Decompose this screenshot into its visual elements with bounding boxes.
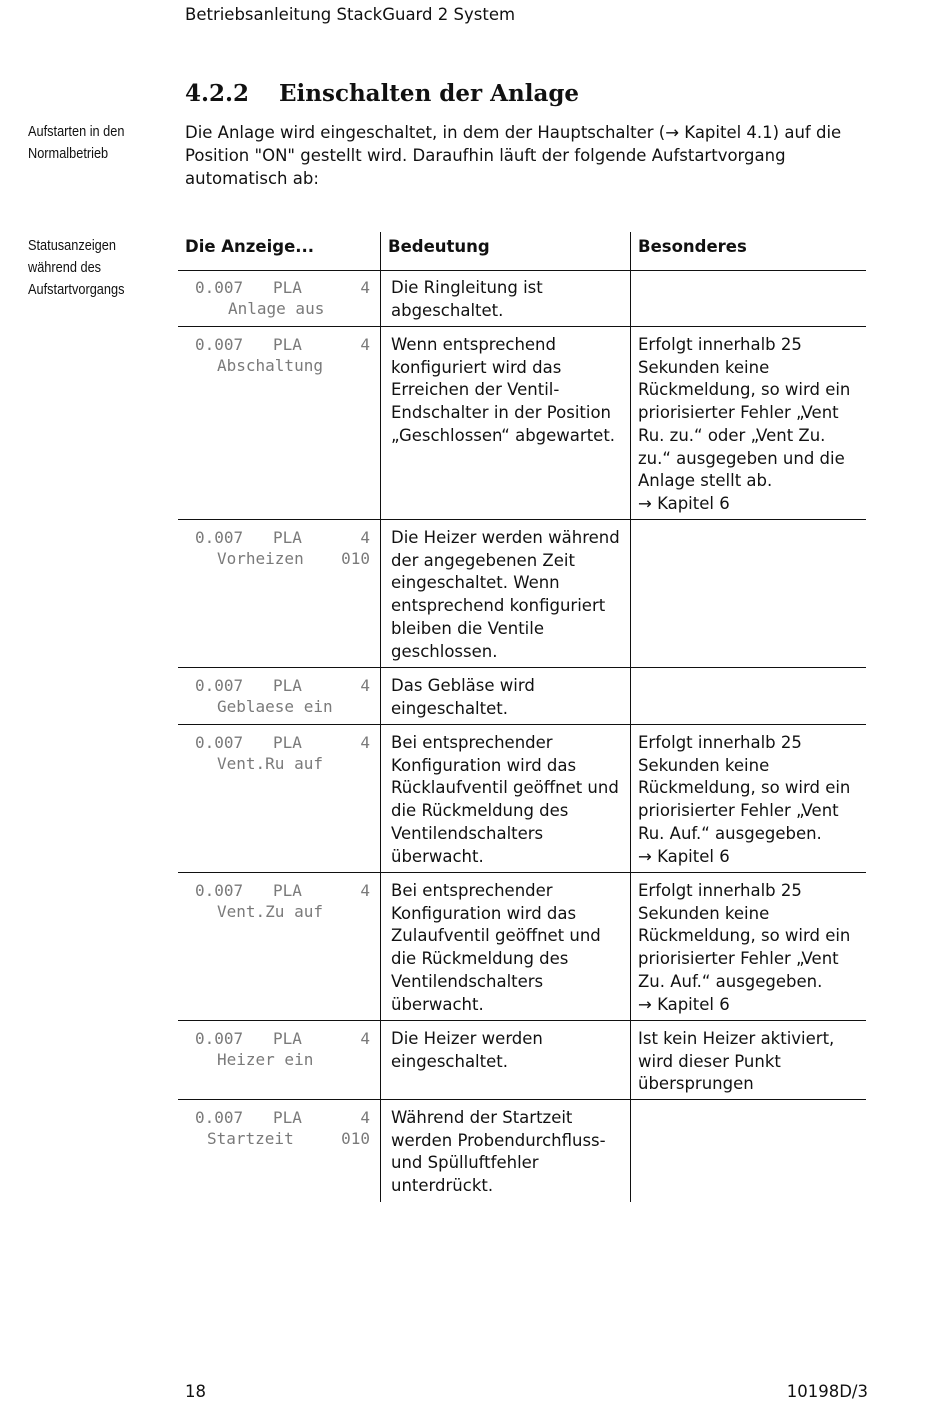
chapter-reference: → Kapitel 6 bbox=[638, 994, 730, 1014]
column-header-notes: Besonderes bbox=[638, 237, 747, 256]
lcd-value: 010 bbox=[341, 1129, 370, 1148]
document-header: Betriebsanleitung StackGuard 2 System bbox=[185, 5, 516, 24]
lcd-mode: PLA bbox=[273, 1108, 302, 1127]
meaning-cell: Wenn entsprechend konfiguriert wird das Erreichen der Ventil-Endschalter in der Position „Geschlossen“ abgewartet. bbox=[381, 327, 631, 519]
status-table bbox=[178, 270, 866, 1202]
lcd-code: 0.007 bbox=[195, 881, 244, 900]
lcd-display bbox=[178, 732, 380, 776]
chapter-reference: → Kapitel 6 bbox=[638, 493, 730, 513]
lcd-code: 0.007 bbox=[195, 733, 244, 752]
lcd-value: 010 bbox=[341, 549, 370, 568]
lcd-mode: PLA bbox=[273, 278, 302, 297]
lcd-display bbox=[178, 1107, 380, 1151]
table-header bbox=[178, 232, 866, 271]
lcd-status-text: Geblaese ein bbox=[217, 697, 333, 716]
display-cell bbox=[178, 668, 381, 724]
display-cell bbox=[178, 1100, 381, 1202]
margin-note-startup: Aufstarten in den Normalbetrieb bbox=[28, 124, 125, 162]
display-cell bbox=[178, 520, 381, 667]
lcd-mode: PLA bbox=[273, 1029, 302, 1048]
notes-cell bbox=[631, 873, 866, 1020]
document-id: 10198D/3 bbox=[786, 1382, 868, 1401]
column-header-meaning: Bedeutung bbox=[381, 232, 631, 270]
meaning-cell: Bei entsprechender Konfiguration wird das Zulaufventil geöffnet und die Rückmeldung des Ventilendschalters überwacht. bbox=[381, 873, 631, 1020]
section-heading bbox=[185, 80, 579, 107]
lcd-number: 4 bbox=[360, 733, 370, 752]
display-cell bbox=[178, 270, 381, 326]
lcd-status-text: Vorheizen bbox=[217, 549, 304, 568]
lcd-status-text: Vent.Zu auf bbox=[217, 902, 323, 921]
lcd-status-text: Startzeit bbox=[207, 1129, 294, 1148]
table-row bbox=[178, 270, 866, 327]
notes-cell bbox=[631, 327, 866, 519]
lcd-mode: PLA bbox=[273, 528, 302, 547]
lcd-status-text: Heizer ein bbox=[217, 1050, 314, 1069]
lcd-code: 0.007 bbox=[195, 528, 244, 547]
column-header-display: Die Anzeige... bbox=[178, 232, 381, 270]
table-row bbox=[178, 327, 866, 520]
lcd-number: 4 bbox=[360, 676, 370, 695]
meaning-cell: Bei entsprechender Konfiguration wird das Rücklaufventil geöffnet und die Rückmeldung des Ventilendschalters überwacht. bbox=[381, 725, 631, 872]
table-row bbox=[178, 520, 866, 668]
intro-paragraph: Die Anlage wird eingeschaltet, in dem der Hauptschalter (→ Kapitel 4.1) auf die Position "ON" gestellt wird. Daraufhin läuft der folgende Aufstartvorgang automatisch ab: bbox=[185, 123, 842, 188]
lcd-mode: PLA bbox=[273, 335, 302, 354]
lcd-code: 0.007 bbox=[195, 676, 244, 695]
lcd-number: 4 bbox=[360, 278, 370, 297]
lcd-status-text: Vent.Ru auf bbox=[217, 754, 323, 773]
lcd-display bbox=[178, 1028, 380, 1072]
lcd-number: 4 bbox=[360, 1108, 370, 1127]
table-row bbox=[178, 873, 866, 1021]
table-row bbox=[178, 1100, 866, 1202]
lcd-number: 4 bbox=[360, 1029, 370, 1048]
lcd-status-text: Abschaltung bbox=[217, 356, 323, 375]
lcd-display bbox=[178, 277, 380, 321]
lcd-mode: PLA bbox=[273, 733, 302, 752]
table-row bbox=[178, 725, 866, 873]
lcd-code: 0.007 bbox=[195, 335, 244, 354]
notes-cell: Ist kein Heizer aktiviert, wird dieser Punkt übersprungen bbox=[638, 1029, 835, 1094]
lcd-number: 4 bbox=[360, 335, 370, 354]
notes-cell bbox=[631, 668, 866, 724]
lcd-display bbox=[178, 880, 380, 924]
notes-text: Erfolgt innerhalb 25 Sekunden keine Rückmeldung, so wird ein priorisierter Fehler „Vent Ru. Auf.“ ausgegeben. bbox=[638, 733, 851, 843]
display-cell bbox=[178, 327, 381, 519]
table-row bbox=[178, 1021, 866, 1100]
lcd-status-text: Anlage aus bbox=[228, 299, 325, 318]
lcd-code: 0.007 bbox=[195, 1029, 244, 1048]
notes-text: Erfolgt innerhalb 25 Sekunden keine Rückmeldung, so wird ein priorisierter Fehler „Vent Zu. Auf.“ ausgegeben. bbox=[638, 881, 851, 991]
notes-cell bbox=[631, 270, 866, 326]
lcd-display bbox=[178, 675, 380, 719]
notes-cell bbox=[631, 725, 866, 872]
meaning-cell: Die Ringleitung ist abgeschaltet. bbox=[381, 270, 631, 326]
display-cell bbox=[178, 1021, 381, 1099]
lcd-code: 0.007 bbox=[195, 1108, 244, 1127]
lcd-number: 4 bbox=[360, 881, 370, 900]
meaning-cell: Das Gebläse wird eingeschaltet. bbox=[381, 668, 631, 724]
page-number: 18 bbox=[185, 1382, 206, 1401]
lcd-number: 4 bbox=[360, 528, 370, 547]
meaning-cell: Die Heizer werden während der angegebenen Zeit eingeschaltet. Wenn entsprechend konfiguriert bleiben die Ventile geschlossen. bbox=[381, 520, 631, 667]
notes-text: Erfolgt innerhalb 25 Sekunden keine Rückmeldung, so wird ein priorisierter Fehler „Vent Ru. zu.“ oder „Vent Zu. zu.“ ausgegeben und die Anlage stellt ab. bbox=[638, 335, 851, 491]
display-cell bbox=[178, 873, 381, 1020]
lcd-display bbox=[178, 527, 380, 571]
display-cell bbox=[178, 725, 381, 872]
meaning-cell: Die Heizer werden eingeschaltet. bbox=[381, 1021, 631, 1099]
lcd-mode: PLA bbox=[273, 881, 302, 900]
lcd-mode: PLA bbox=[273, 676, 302, 695]
section-number: 4.2.2 bbox=[185, 80, 250, 107]
lcd-code: 0.007 bbox=[195, 278, 244, 297]
notes-cell bbox=[631, 1100, 866, 1202]
notes-cell bbox=[631, 520, 866, 667]
margin-note-status: Statusanzeigen während des Aufstartvorgangs bbox=[28, 238, 125, 298]
section-title: Einschalten der Anlage bbox=[279, 80, 580, 107]
lcd-display bbox=[178, 334, 380, 378]
chapter-reference: → Kapitel 6 bbox=[638, 846, 730, 866]
table-row bbox=[178, 668, 866, 725]
meaning-cell: Während der Startzeit werden Probendurchfluss- und Spülluftfehler unterdrückt. bbox=[381, 1100, 631, 1202]
